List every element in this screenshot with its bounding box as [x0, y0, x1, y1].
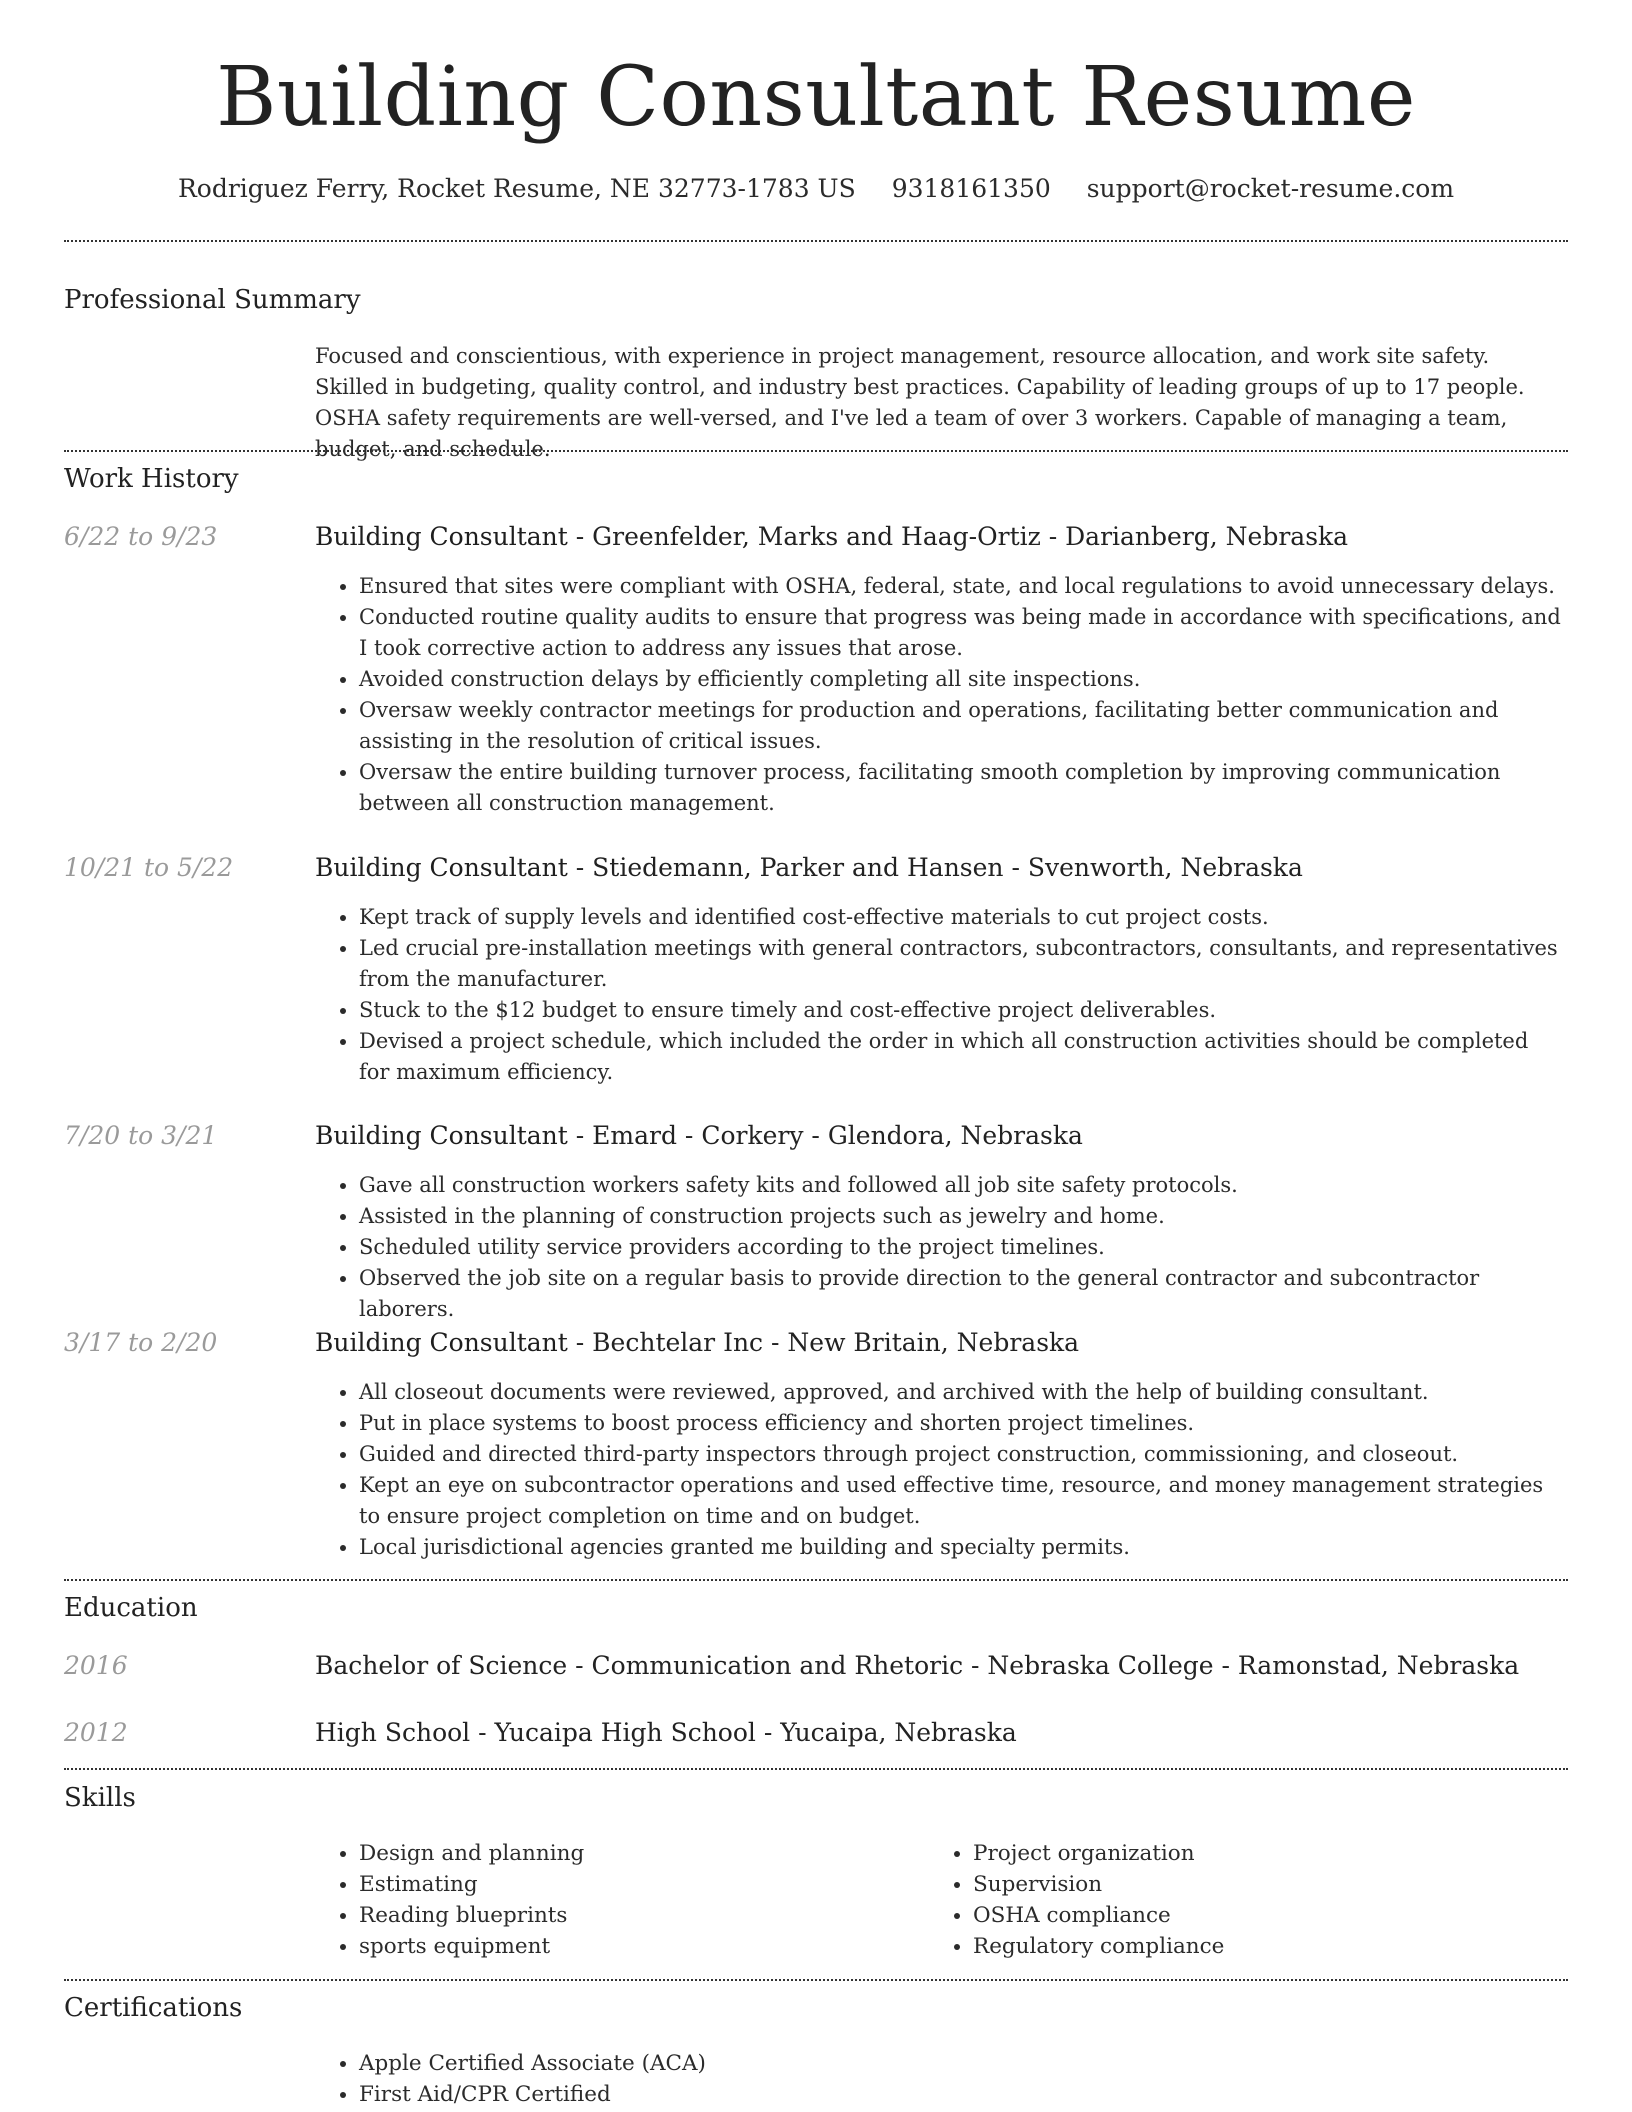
- job-role: Building Consultant: [315, 522, 568, 551]
- education-entry: [315, 1716, 1017, 1750]
- job-role: Building Consultant: [315, 1121, 568, 1150]
- list-item: • Guided and directed third-party inspectors through project construction, commissioning, and closeout.: [359, 1439, 1565, 1470]
- list-item: • All closeout documents were reviewed, approved, and archived with the help of building consultant.: [359, 1377, 1565, 1408]
- job-employer: - Greenfelder, Marks and Haag-Ortiz - Darianberg, Nebraska: [567, 522, 1349, 551]
- job-bullets: [315, 1377, 1565, 1563]
- section-heading-certifications: Certifications: [64, 1993, 243, 2023]
- page-title: Building Consultant Resume: [216, 50, 1416, 145]
- section-heading-education: Education: [64, 1593, 198, 1623]
- list-item: • Put in place systems to boost process efficiency and shorten project timelines.: [359, 1408, 1565, 1439]
- section-heading-work: Work History: [64, 464, 239, 494]
- list-item: • Reading blueprints: [359, 1900, 875, 1931]
- list-item: • Oversaw the entire building turnover process, facilitating smooth completion by improving communication between all construction management.: [359, 757, 1565, 819]
- job-dates: 6/22 to 9/23: [64, 522, 218, 551]
- list-item: • Devised a project schedule, which included the order in which all construction activities should be completed for maximum efficiency.: [359, 1026, 1565, 1088]
- list-item: • Avoided construction delays by efficiently completing all site inspections.: [359, 664, 1565, 695]
- contact-email: support@rocket-resume.com: [1086, 174, 1455, 203]
- list-item: • Supervision: [973, 1869, 1489, 1900]
- list-item: • Ensured that sites were compliant with OSHA, federal, state, and local regulations to avoid unnecessary delays.: [359, 571, 1565, 602]
- job-employer: - Stiedemann, Parker and Hansen - Svenworth, Nebraska: [567, 853, 1303, 882]
- education-school: - Yucaipa High School - Yucaipa, Nebraska: [470, 1718, 1017, 1747]
- job-title: [315, 1119, 1083, 1153]
- skills-list-right: [929, 1838, 1489, 1962]
- education-degree: High School: [315, 1718, 471, 1747]
- job-role: Building Consultant: [315, 853, 568, 882]
- list-item: • First Aid/CPR Certified: [359, 2079, 1215, 2110]
- list-item: • Assisted in the planning of construction projects such as jewelry and home.: [359, 1201, 1565, 1232]
- contact-line: [0, 172, 1632, 206]
- job-bullets: [315, 1170, 1565, 1325]
- list-item: • Conducted routine quality audits to ensure that progress was being made in accordance with specifications, and I took corrective action to address any issues that arose.: [359, 602, 1565, 664]
- list-item: • Regulatory compliance: [973, 1931, 1489, 1962]
- list-item: • Estimating: [359, 1869, 875, 1900]
- section-divider: [64, 1979, 1568, 1981]
- job-title: [315, 1326, 1079, 1360]
- section-divider: [64, 450, 1568, 452]
- list-item: • Stuck to the $12 budget to ensure timely and cost-effective project deliverables.: [359, 995, 1565, 1026]
- job-employer: - Bechtelar Inc - New Britain, Nebraska: [567, 1328, 1080, 1357]
- certifications-list: [315, 2048, 1215, 2110]
- education-entry: [315, 1649, 1519, 1683]
- section-heading-summary: Professional Summary: [64, 285, 361, 315]
- job-dates: 10/21 to 5/22: [64, 853, 234, 882]
- education-degree: Bachelor of Science - Communication and Rhetoric: [315, 1651, 964, 1680]
- list-item: • Apple Certified Associate (ACA): [359, 2048, 1215, 2079]
- job-title: [315, 520, 1348, 554]
- list-item: • Observed the job site on a regular basis to provide direction to the general contractor and subcontractor laborers.: [359, 1263, 1565, 1325]
- job-dates: 3/17 to 2/20: [64, 1328, 218, 1357]
- job-role: Building Consultant: [315, 1328, 568, 1357]
- job-dates: 7/20 to 3/21: [64, 1121, 218, 1150]
- list-item: • Project organization: [973, 1838, 1489, 1869]
- list-item: • OSHA compliance: [973, 1900, 1489, 1931]
- section-heading-skills: Skills: [64, 1783, 136, 1813]
- contact-phone: 9318161350: [891, 174, 1051, 203]
- education-school: - Nebraska College - Ramonstad, Nebraska: [963, 1651, 1520, 1680]
- list-item: • Led crucial pre-installation meetings with general contractors, subcontractors, consultants, and representatives from the manufacturer.: [359, 933, 1565, 995]
- job-bullets: [315, 571, 1565, 819]
- list-item: • Kept an eye on subcontractor operations and used effective time, resource, and money management strategies to ensure project completion on time and on budget.: [359, 1470, 1565, 1532]
- job-title: [315, 851, 1303, 885]
- job-bullets: [315, 902, 1565, 1088]
- list-item: • Oversaw weekly contractor meetings for production and operations, facilitating better communication and assisting in the resolution of critical issues.: [359, 695, 1565, 757]
- section-divider: [64, 240, 1568, 242]
- education-year: 2016: [64, 1651, 128, 1680]
- education-year: 2012: [64, 1718, 128, 1747]
- contact-address: Rodriguez Ferry, Rocket Resume, NE 32773-1783 US: [177, 174, 856, 203]
- section-divider: [64, 1768, 1568, 1770]
- list-item: • Kept track of supply levels and identified cost-effective materials to cut project costs.: [359, 902, 1565, 933]
- summary-text: Focused and conscientious, with experience in project management, resource allocation, and work site safety. Skilled in budgeting, quality control, and industry best practices. Capability of leading groups of up to 17 people. OSHA safety requirements are well-versed, and I've led a team of over 3 workers. Capable of managing a team, budget, and schedule.: [315, 344, 1525, 461]
- section-divider: [64, 1579, 1568, 1581]
- list-item: • Design and planning: [359, 1838, 875, 1869]
- list-item: • Scheduled utility service providers according to the project timelines.: [359, 1232, 1565, 1263]
- job-employer: - Emard - Corkery - Glendora, Nebraska: [567, 1121, 1083, 1150]
- skills-list-left: [315, 1838, 875, 1962]
- list-item: • Local jurisdictional agencies granted me building and specialty permits.: [359, 1532, 1565, 1563]
- list-item: • Gave all construction workers safety kits and followed all job site safety protocols.: [359, 1170, 1565, 1201]
- list-item: • sports equipment: [359, 1931, 875, 1962]
